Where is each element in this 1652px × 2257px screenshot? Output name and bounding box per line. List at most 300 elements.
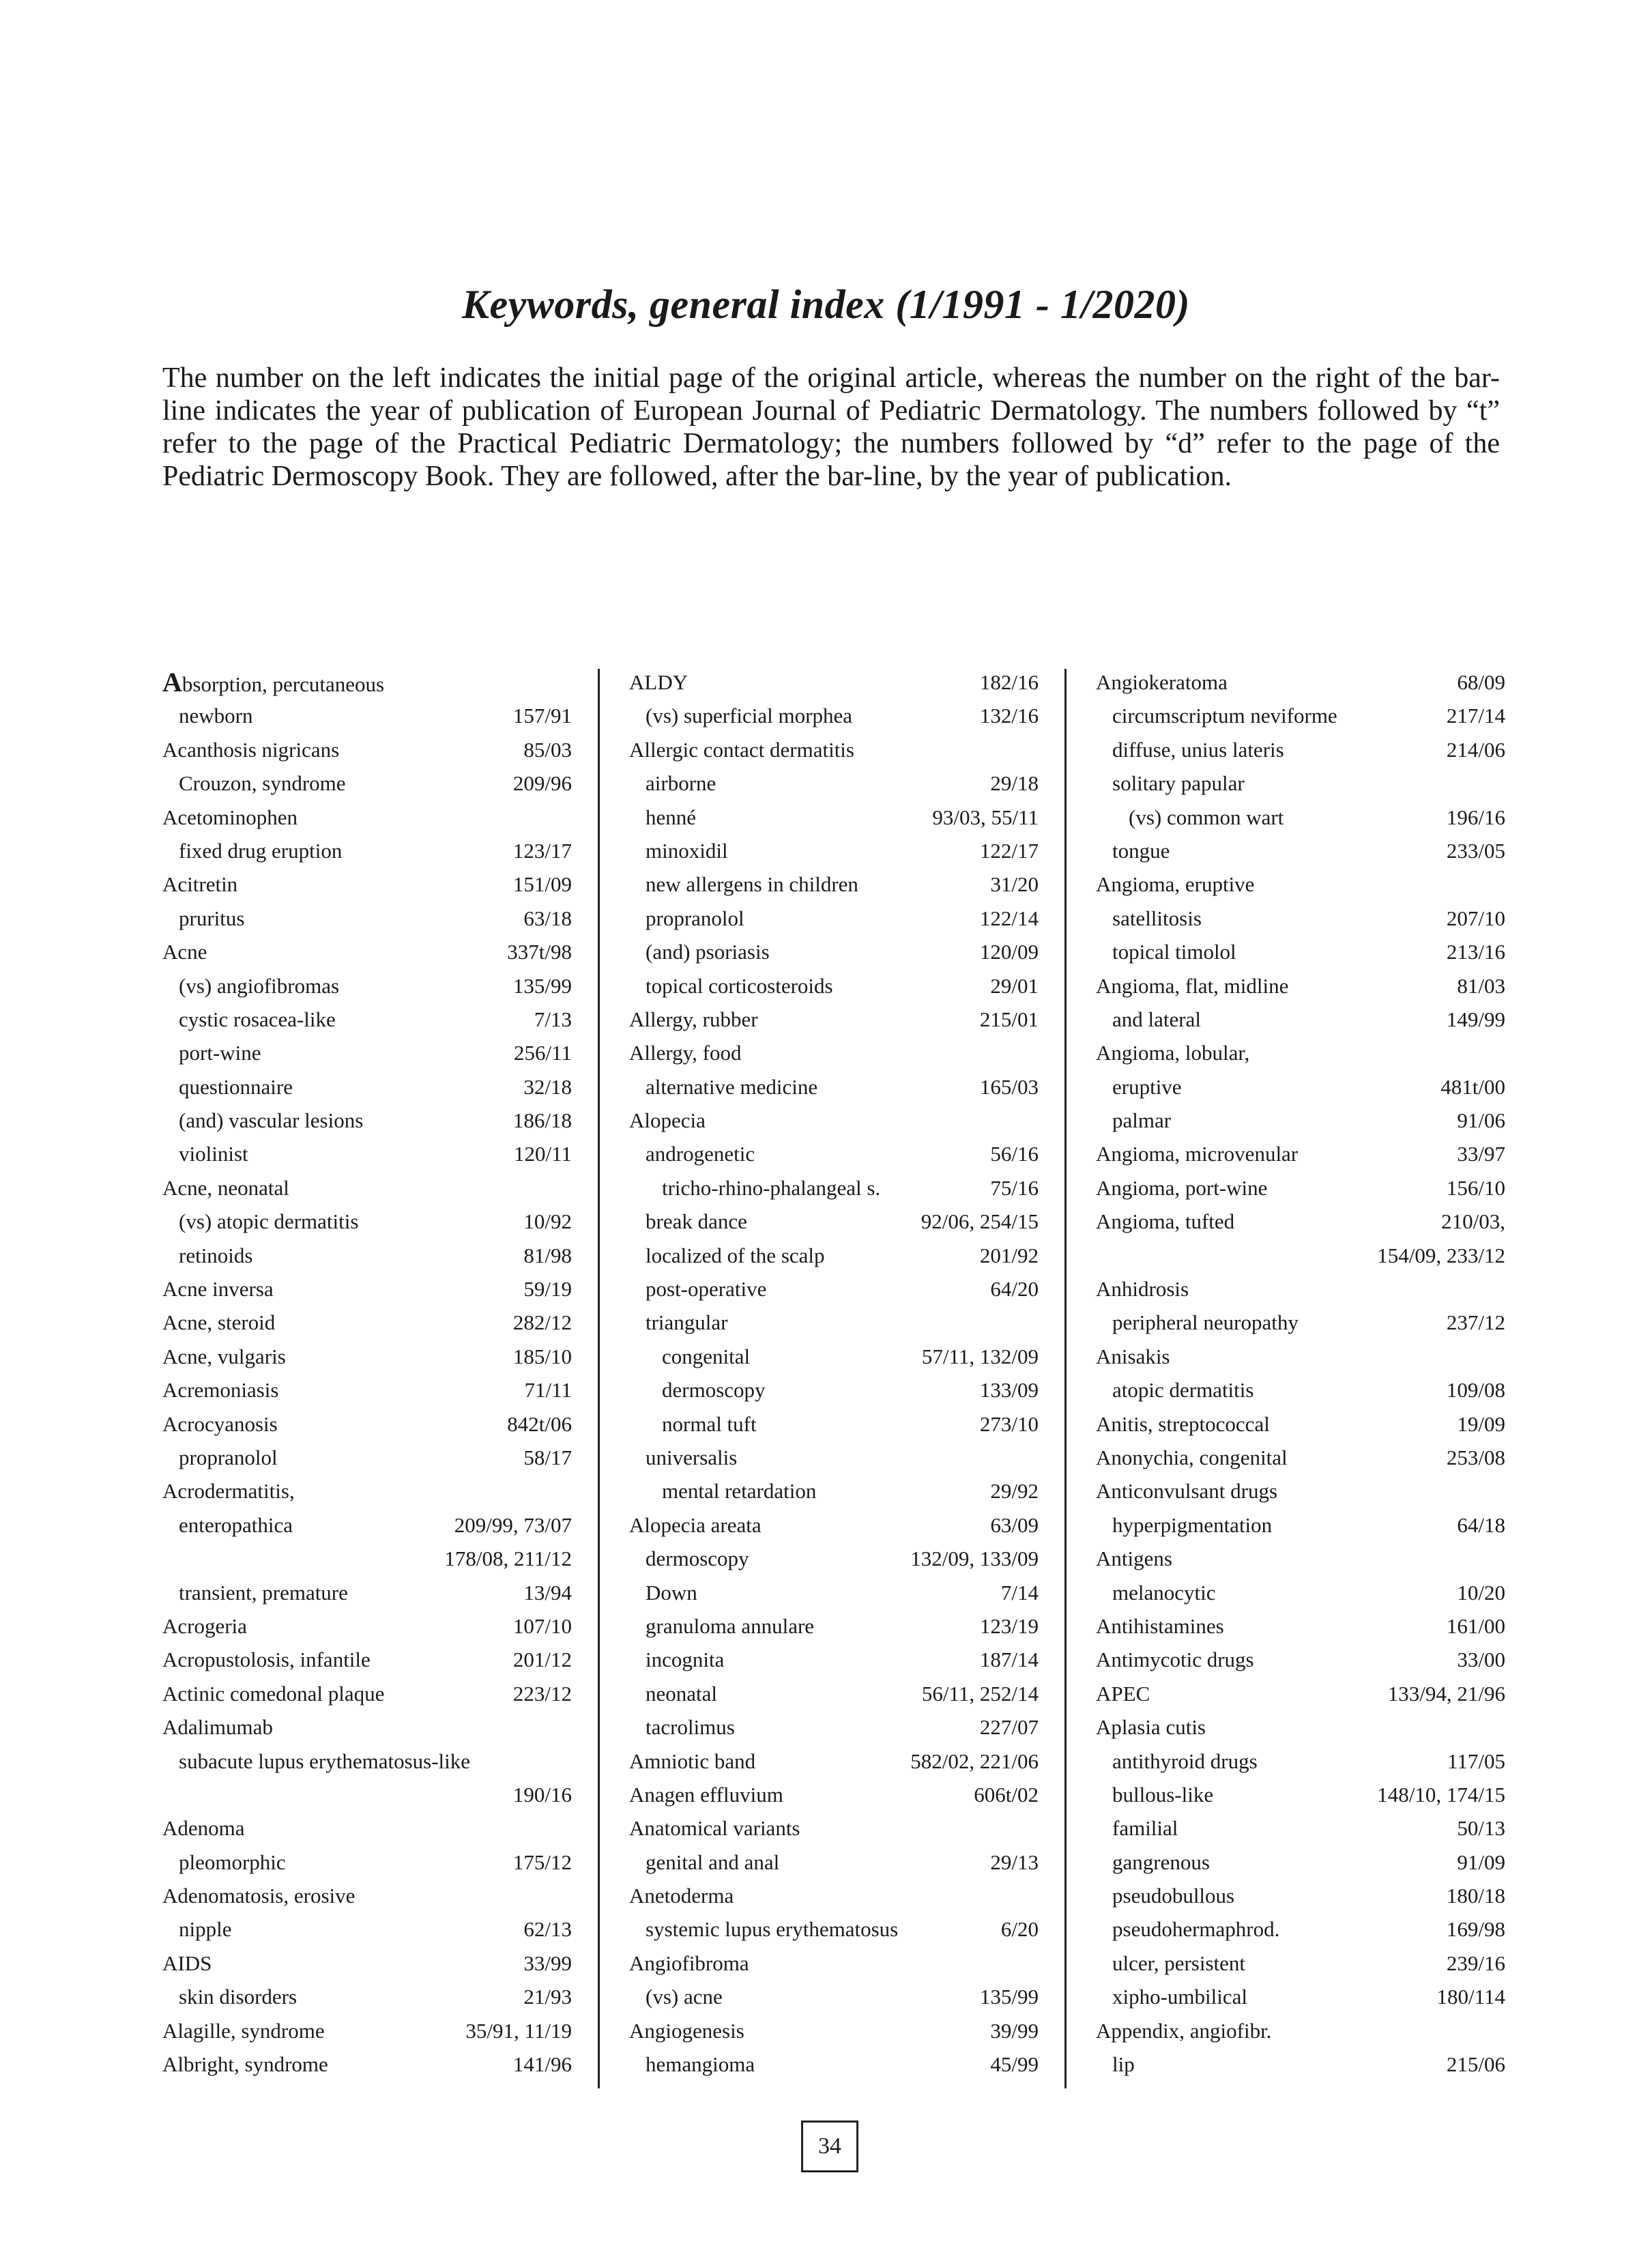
index-term: Anetoderma: [629, 1884, 734, 1908]
index-reference: 7/14: [1000, 1580, 1039, 1605]
index-entry: [162, 2014, 572, 2047]
index-entry: [162, 733, 572, 766]
index-term: Anonychia, congenital: [1096, 1445, 1288, 1469]
index-reference: 253/08: [1446, 1445, 1505, 1469]
index-reference: 13/94: [523, 1580, 572, 1605]
index-term: atopic dermatitis: [1112, 1378, 1254, 1403]
index-reference: 213/16: [1446, 940, 1505, 964]
index-initial-letter: A: [162, 667, 182, 698]
index-entry: [1096, 665, 1505, 699]
index-term: Allergy, rubber: [629, 1007, 758, 1031]
index-term: Anticonvulsant drugs: [1096, 1479, 1278, 1504]
index-term: and lateral: [1112, 1007, 1201, 1031]
index-term: tongue: [1112, 838, 1170, 863]
index-entry: [629, 1744, 1039, 1778]
index-entry: [629, 801, 1039, 834]
index-entry: [162, 1272, 572, 1306]
index-reference: 33/00: [1457, 1648, 1505, 1672]
column-divider: [1064, 669, 1067, 2088]
index-entry: [1096, 969, 1505, 1003]
index-reference: 186/18: [512, 1108, 572, 1133]
index-reference: 132/16: [979, 704, 1039, 728]
index-entry: [162, 1576, 572, 1609]
index-entry: [162, 699, 572, 732]
index-entry: [162, 1677, 572, 1710]
index-reference: 39/99: [990, 2018, 1039, 2043]
index-reference: 75/16: [990, 1175, 1039, 1200]
index-entry: [1096, 1239, 1505, 1272]
index-term: subacute lupus erythematosus-like: [179, 1749, 471, 1773]
index-term: new allergens in children: [646, 872, 858, 897]
index-term: tricho-rhino-phalangeal s.: [662, 1175, 881, 1200]
index-entry: [1096, 1036, 1505, 1069]
index-term: mental retardation: [662, 1479, 817, 1504]
index-entry: [1096, 1474, 1505, 1508]
index-term: Allergic contact dermatitis: [629, 737, 854, 762]
index-term: break dance: [646, 1209, 747, 1234]
index-entry: [1096, 1643, 1505, 1676]
index-entry: [1096, 1744, 1505, 1778]
index-reference: 91/09: [1457, 1850, 1505, 1874]
index-entry: [1096, 766, 1505, 800]
index-entry: [1096, 1946, 1505, 1980]
index-term: palmar: [1112, 1108, 1172, 1133]
index-reference: 92/06, 254/15: [921, 1209, 1039, 1234]
index-column-2: [629, 665, 1039, 2081]
index-entry: [162, 834, 572, 867]
index-term: tacrolimus: [646, 1715, 735, 1740]
index-term: (vs) common wart: [1129, 805, 1284, 829]
index-reference: 122/17: [979, 838, 1039, 863]
index-term: Alopecia areata: [629, 1512, 762, 1537]
index-term: (vs) angiofibromas: [179, 973, 340, 998]
index-reference: 182/16: [979, 670, 1039, 694]
index-entry: [162, 969, 572, 1003]
index-reference: 157/91: [512, 704, 572, 728]
index-term: eruptive: [1112, 1074, 1182, 1099]
index-term: nipple: [179, 1917, 232, 1942]
index-term: propranolol: [179, 1445, 278, 1469]
index-entry: [162, 1845, 572, 1879]
index-entry: [629, 1508, 1039, 1542]
index-term: melanocytic: [1112, 1580, 1216, 1605]
index-term: Acrocyanosis: [162, 1411, 278, 1436]
index-entry: [1096, 2047, 1505, 2081]
index-reference: 209/99, 73/07: [454, 1512, 572, 1537]
index-reference: 282/12: [512, 1310, 572, 1335]
index-reference: 156/10: [1446, 1175, 1505, 1200]
index-entry: [162, 1171, 572, 1205]
index-term: Adenoma: [162, 1816, 245, 1841]
index-column-1: [162, 665, 572, 2081]
intro-paragraph: The number on the left indicates the initial page of the original article, whereas the number on the right of the bar-line indicates the year of publication of European Journal of Pediatric Dermatology. The numbers followed by “t” refer to the page of the Practical Pediatric Dermatology; the numbers followed by “d” refer to the page of the Pediatric Dermoscopy Book. They are followed, after the bar-line, by the year of publication.: [162, 362, 1500, 492]
index-term: transient, premature: [179, 1580, 348, 1605]
index-entry: [629, 2047, 1039, 2081]
index-reference: 215/01: [979, 1007, 1039, 1031]
index-reference: 63/18: [523, 906, 572, 930]
index-term: gangrenous: [1112, 1850, 1210, 1874]
index-term: (vs) acne: [646, 1985, 723, 2009]
index-entry: [629, 1474, 1039, 1508]
index-entry: [1096, 1070, 1505, 1104]
index-reference: 175/12: [512, 1850, 572, 1874]
index-term: ulcer, persistent: [1112, 1951, 1246, 1975]
index-entry: [629, 766, 1039, 800]
index-term: Alopecia: [629, 1108, 706, 1133]
index-reference: 120/09: [979, 940, 1039, 964]
index-term: propranolol: [646, 906, 744, 930]
index-term: Acitretin: [162, 872, 238, 897]
index-reference: 71/11: [524, 1378, 572, 1403]
index-entry: [162, 1070, 572, 1104]
index-reference: 214/06: [1446, 737, 1505, 762]
index-entry: [1096, 699, 1505, 732]
index-term: airborne: [646, 771, 716, 796]
index-entry: [629, 1576, 1039, 1609]
index-entry: [1096, 1340, 1505, 1373]
index-entry: [1096, 1980, 1505, 2013]
index-entry: [629, 1946, 1039, 1980]
index-term: Angioma, flat, midline: [1096, 973, 1289, 998]
index-entry: [629, 1912, 1039, 1946]
index-reference: 217/14: [1446, 704, 1505, 728]
index-term: pseudobullous: [1112, 1884, 1235, 1908]
index-entry: [629, 1036, 1039, 1069]
index-entry: [629, 1407, 1039, 1441]
index-entry: [629, 1272, 1039, 1306]
index-term: localized of the scalp: [646, 1243, 825, 1267]
index-term: retinoids: [179, 1243, 253, 1267]
index-term: topical corticosteroids: [646, 973, 833, 998]
index-entry: [629, 867, 1039, 901]
index-reference: 6/20: [1000, 1917, 1039, 1942]
index-term: peripheral neuropathy: [1112, 1310, 1299, 1335]
index-term: lip: [1112, 2052, 1135, 2077]
index-entry: [162, 1643, 572, 1676]
index-entry: [1096, 1441, 1505, 1474]
index-entry: [162, 1744, 572, 1778]
index-reference: 10/20: [1457, 1580, 1505, 1605]
index-entry: [162, 867, 572, 901]
index-reference: 35/91, 11/19: [465, 2018, 572, 2043]
index-reference: 64/20: [990, 1277, 1039, 1302]
index-term: dermoscopy: [646, 1547, 749, 1571]
index-term: port-wine: [179, 1041, 261, 1065]
index-reference: 223/12: [512, 1681, 572, 1706]
index-term: Acremoniasis: [162, 1378, 279, 1403]
index-term: Angioma, lobular,: [1096, 1041, 1250, 1065]
index-entry: [1096, 1609, 1505, 1643]
index-reference: 201/12: [512, 1648, 572, 1672]
index-entry: [1096, 1542, 1505, 1575]
index-term: androgenetic: [646, 1142, 755, 1166]
index-entry: [162, 1003, 572, 1036]
index-term: Angioma, port-wine: [1096, 1175, 1268, 1200]
index-reference: 59/19: [523, 1277, 572, 1302]
index-entry: [1096, 1576, 1505, 1609]
index-term: familial: [1112, 1816, 1178, 1841]
index-term: Acne: [162, 940, 207, 964]
index-reference: 57/11, 132/09: [921, 1344, 1039, 1368]
index-entry: [162, 665, 572, 699]
index-entry: [162, 1104, 572, 1137]
index-entry: [629, 1306, 1039, 1339]
index-term: alternative medicine: [646, 1074, 818, 1099]
index-entry: [1096, 1778, 1505, 1811]
index-entry: [629, 1340, 1039, 1373]
index-term: Anisakis: [1096, 1344, 1170, 1368]
index-term: Acne, steroid: [162, 1310, 276, 1335]
index-entry: [162, 801, 572, 834]
index-reference: 165/03: [979, 1074, 1039, 1099]
index-entry: [1096, 1677, 1505, 1710]
index-entry: [629, 1104, 1039, 1137]
index-reference: 133/94, 21/96: [1387, 1681, 1505, 1706]
index-entry: [629, 1609, 1039, 1643]
index-entry: [629, 1778, 1039, 1811]
index-entry: [629, 1070, 1039, 1104]
index-term: pleomorphic: [179, 1850, 286, 1874]
index-reference: 45/99: [990, 2052, 1039, 2077]
index-entry: [629, 834, 1039, 867]
index-entry: [1096, 801, 1505, 834]
index-term: genital and anal: [646, 1850, 780, 1874]
index-reference: 273/10: [979, 1411, 1039, 1436]
index-reference: 85/03: [523, 737, 572, 762]
index-entry: [162, 1946, 572, 1980]
index-entry: [162, 1710, 572, 1744]
index-entry: [162, 1205, 572, 1238]
index-term: Antigens: [1096, 1547, 1172, 1571]
index-entry: [162, 1340, 572, 1373]
index-entry: [629, 1980, 1039, 2013]
index-reference: 50/13: [1457, 1816, 1505, 1841]
index-term: Crouzon, syndrome: [179, 771, 346, 796]
index-reference: 29/18: [990, 771, 1039, 796]
index-entry: [1096, 1811, 1505, 1845]
index-term: bullous-like: [1112, 1782, 1214, 1807]
index-entry: [629, 733, 1039, 766]
index-term: Alagille, syndrome: [162, 2018, 325, 2043]
index-term: Anatomical variants: [629, 1816, 800, 1841]
index-reference: 178/08, 211/12: [444, 1547, 572, 1571]
index-term: neonatal: [646, 1681, 718, 1706]
index-term: Anagen effluvium: [629, 1782, 783, 1807]
index-entry: [162, 766, 572, 800]
index-entry: [162, 1811, 572, 1845]
index-reference: 481t/00: [1440, 1074, 1505, 1099]
index-reference: 606t/02: [974, 1782, 1039, 1807]
index-entry: [1096, 1205, 1505, 1238]
index-reference: 215/06: [1446, 2052, 1505, 2077]
index-reference: 582/02, 221/06: [910, 1749, 1039, 1773]
index-entry: [1096, 733, 1505, 766]
index-entry: [1096, 1407, 1505, 1441]
index-reference: 123/17: [512, 838, 572, 863]
index-reference: 117/05: [1447, 1749, 1505, 1773]
index-entry: [162, 1508, 572, 1542]
index-reference: 132/09, 133/09: [910, 1547, 1039, 1571]
index-entry: [1096, 1879, 1505, 1912]
index-term: pseudohermaphrod.: [1112, 1917, 1280, 1942]
index-term: solitary papular: [1112, 771, 1245, 796]
index-entry: [629, 969, 1039, 1003]
index-term: (and) psoriasis: [646, 940, 770, 964]
page-number: 34: [801, 2121, 858, 2172]
index-entry: [629, 1710, 1039, 1744]
index-term: Angiokeratoma: [1096, 670, 1228, 694]
index-term: Acetominophen: [162, 805, 298, 829]
index-entry: [1096, 1710, 1505, 1744]
index-term: Allergy, food: [629, 1041, 742, 1065]
index-term: post-operative: [646, 1277, 767, 1302]
index-term: Adenomatosis, erosive: [162, 1884, 356, 1908]
index-reference: 81/03: [1457, 973, 1505, 998]
index-entry: [629, 665, 1039, 699]
index-entry: [629, 1003, 1039, 1036]
index-reference: 31/20: [990, 872, 1039, 897]
index-entry: [629, 699, 1039, 732]
index-entry: [162, 1441, 572, 1474]
index-entry: [629, 1205, 1039, 1238]
index-term: henné: [646, 805, 697, 829]
index-reference: 148/10, 174/15: [1377, 1782, 1505, 1807]
index-term: Antihistamines: [1096, 1613, 1224, 1638]
index-entry: [162, 1407, 572, 1441]
index-term: Appendix, angiofibr.: [1096, 2018, 1272, 2043]
index-entry: [1096, 1104, 1505, 1137]
index-reference: 56/11, 252/14: [921, 1681, 1039, 1706]
index-entry: [162, 1239, 572, 1272]
index-term: skin disorders: [179, 1985, 298, 2009]
index-reference: 185/10: [512, 1344, 572, 1368]
index-entry: [1096, 1137, 1505, 1170]
index-reference: 122/14: [979, 906, 1039, 930]
index-term: Acrodermatitis,: [162, 1479, 295, 1504]
index-term: Angiofibroma: [629, 1951, 749, 1975]
index-term: Anhidrosis: [1096, 1277, 1189, 1302]
index-reference: 180/114: [1436, 1985, 1505, 2009]
index-term: pruritus: [179, 906, 245, 930]
index-term: antithyroid drugs: [1112, 1749, 1258, 1773]
index-reference: 842t/06: [507, 1411, 572, 1436]
index-reference: 33/97: [1457, 1142, 1505, 1166]
index-reference: 141/96: [512, 2052, 572, 2077]
index-entry: [1096, 935, 1505, 968]
index-reference: 62/13: [523, 1917, 572, 1942]
index-term: newborn: [179, 704, 253, 728]
index-term: cystic rosacea-like: [179, 1007, 336, 1031]
index-reference: 56/16: [990, 1142, 1039, 1166]
index-term: Actinic comedonal plaque: [162, 1681, 385, 1706]
index-entry: [162, 935, 572, 968]
index-entry: [162, 1137, 572, 1170]
index-reference: 29/92: [990, 1479, 1039, 1504]
index-term: incognita: [646, 1648, 725, 1672]
index-term: xipho-umbilical: [1112, 1985, 1248, 2009]
index-entry: [629, 1643, 1039, 1676]
index-term: questionnaire: [179, 1074, 293, 1099]
index-entry: [162, 1542, 572, 1575]
index-reference: 337t/98: [507, 940, 572, 964]
index-term: fixed drug eruption: [179, 838, 343, 863]
index-reference: 135/99: [512, 973, 572, 998]
index-reference: 32/18: [523, 1074, 572, 1099]
index-entry: [1096, 1306, 1505, 1339]
index-entry: [1096, 867, 1505, 901]
index-entry: [1096, 1912, 1505, 1946]
index-entry: [162, 1609, 572, 1643]
index-term: Acne, vulgaris: [162, 1344, 286, 1368]
index-reference: 109/08: [1446, 1378, 1505, 1403]
index-reference: 133/09: [979, 1378, 1039, 1403]
index-reference: 210/03,: [1441, 1209, 1505, 1234]
index-term: systemic lupus erythematosus: [646, 1917, 899, 1942]
index-term: Angioma, microvenular: [1096, 1142, 1299, 1166]
index-entry: [162, 1306, 572, 1339]
index-reference: 187/14: [979, 1648, 1039, 1672]
index-term: (and) vascular lesions: [179, 1108, 364, 1133]
index-reference: 29/01: [990, 973, 1039, 998]
index-reference: 7/13: [534, 1007, 572, 1031]
index-reference: 68/09: [1457, 670, 1505, 694]
index-term: normal tuft: [662, 1411, 757, 1436]
index-term: enteropathica: [179, 1512, 293, 1537]
index-reference: 196/16: [1446, 805, 1505, 829]
index-term: violinist: [179, 1142, 248, 1166]
index-entry: [629, 1373, 1039, 1407]
index-term: Amniotic band: [629, 1749, 756, 1773]
index-term: Aplasia cutis: [1096, 1715, 1206, 1740]
index-entry: [1096, 1171, 1505, 1205]
index-reference: 227/07: [979, 1715, 1039, 1740]
index-reference: 180/18: [1446, 1884, 1505, 1908]
index-term: granuloma annulare: [646, 1613, 815, 1638]
index-term: diffuse, unius lateris: [1112, 737, 1284, 762]
index-reference: 209/96: [512, 771, 572, 796]
index-entry: [1096, 1272, 1505, 1306]
index-reference: 29/13: [990, 1850, 1039, 1874]
index-reference: 135/99: [979, 1985, 1039, 2009]
index-reference: 63/09: [990, 1512, 1039, 1537]
index-term: Acropustolosis, infantile: [162, 1648, 371, 1672]
index-reference: 21/93: [523, 1985, 572, 2009]
index-reference: 256/11: [514, 1041, 572, 1065]
index-term: Antimycotic drugs: [1096, 1648, 1254, 1672]
index-entry: [1096, 834, 1505, 867]
index-entry: [1096, 902, 1505, 935]
index-term: Albright, syndrome: [162, 2052, 328, 2077]
index-term: triangular: [646, 1310, 728, 1335]
index-term: topical timolol: [1112, 940, 1236, 964]
index-term: Acanthosis nigricans: [162, 737, 340, 762]
index-reference: 93/03, 55/11: [932, 805, 1039, 829]
index-column-3: [1096, 665, 1505, 2081]
index-entry: [629, 1239, 1039, 1272]
index-term: APEC: [1096, 1681, 1150, 1706]
index-reference: 58/17: [523, 1445, 572, 1469]
column-divider: [598, 669, 600, 2088]
index-term: congenital: [662, 1344, 751, 1368]
index-term: AIDS: [162, 1951, 212, 1975]
index-reference: 239/16: [1446, 1951, 1505, 1975]
index-term: [162, 665, 384, 701]
index-entry: [629, 1677, 1039, 1710]
index-entry: [1096, 1508, 1505, 1542]
index-entry: [162, 1036, 572, 1069]
index-reference: 201/92: [979, 1243, 1039, 1267]
index-term: Angioma, eruptive: [1096, 872, 1255, 897]
